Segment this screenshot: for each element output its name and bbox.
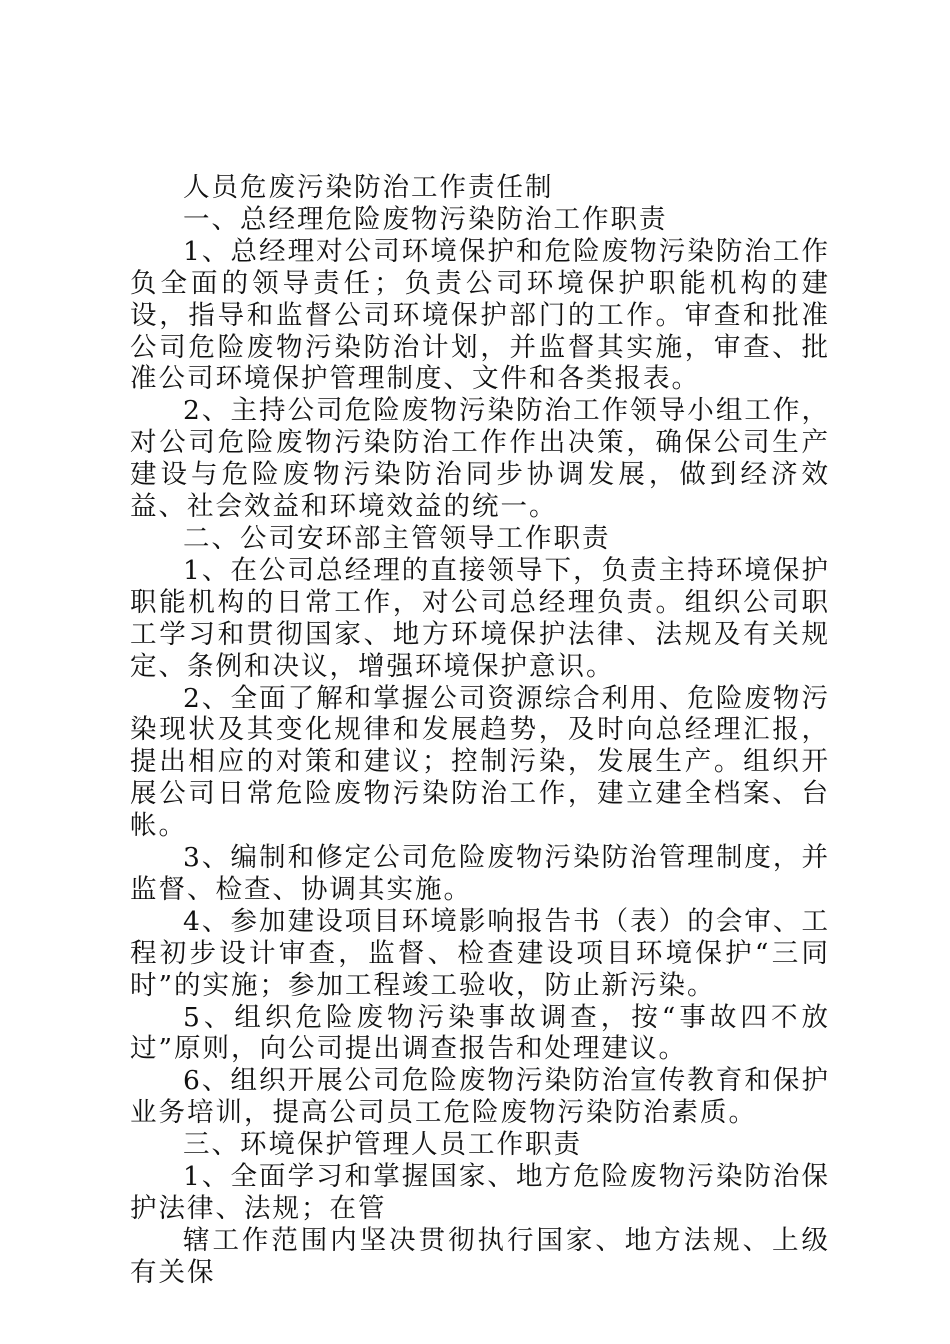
- paragraph: 6、组织开展公司危险废物污染防治宣传教育和保护业务培训，提高公司员工危险废物污染防治素质。: [130, 1065, 830, 1129]
- section-heading-2: 二、公司安环部主管领导工作职责: [183, 522, 611, 554]
- paragraph: 2、全面了解和掌握公司资源综合利用、危险废物污染现状及其变化规律和发展趋势，及时向总经理汇报，提出相应的对策和建议；控制污染，发展生产。组织开展公司日常危险废物污染防治工作，建立建全档案、台帐。: [130, 682, 830, 842]
- paragraph-continued: 辖工作范围内坚决贯彻执行国家、地方法规、上级有关保: [130, 1224, 830, 1288]
- section-heading-1: 一、总经理危险废物污染防治工作职责: [183, 203, 668, 235]
- document-body: [130, 172, 830, 1289]
- document-title: 人员危废污染防治工作责任制: [183, 172, 554, 203]
- paragraph: 2、主持公司危险废物污染防治工作领导小组工作，对公司危险废物污染防治工作作出决策，确保公司生产建设与危险废物污染防治同步协调发展，做到经济效益、社会效益和环境效益的统一。: [130, 395, 830, 523]
- paragraph: 1、全面学习和掌握国家、地方危险废物污染防治保护法律、法规；在管: [130, 1161, 830, 1224]
- paragraph: 5、组织危险废物污染事故调查，按“事故四不放过”原则，向公司提出调查报告和处理建议。: [130, 1001, 830, 1065]
- paragraph: 1、在公司总经理的直接领导下，负责主持环境保护职能机构的日常工作，对公司总经理负责。组织公司职工学习和贯彻国家、地方环境保护法律、法规及有关规定、条例和决议，增强环境保护意识。: [130, 554, 830, 682]
- section-heading-3: 三、环境保护管理人员工作职责: [183, 1129, 582, 1161]
- paragraph: 4、参加建设项目环境影响报告书（表）的会审、工程初步设计审查，监督、检查建设项目环境保护“三同时”的实施；参加工程竣工验收，防止新污染。: [130, 905, 830, 1001]
- paragraph: 3、编制和修定公司危险废物污染防治管理制度，并监督、检查、协调其实施。: [130, 842, 830, 905]
- paragraph: 1、总经理对公司环境保护和危险废物污染防治工作负全面的领导责任；负责公司环境保护职能机构的建设，指导和监督公司环境保护部门的工作。审查和批准公司危险废物污染防治计划，并监督其实施，审查、批准公司环境保护管理制度、文件和各类报表。: [130, 235, 830, 395]
